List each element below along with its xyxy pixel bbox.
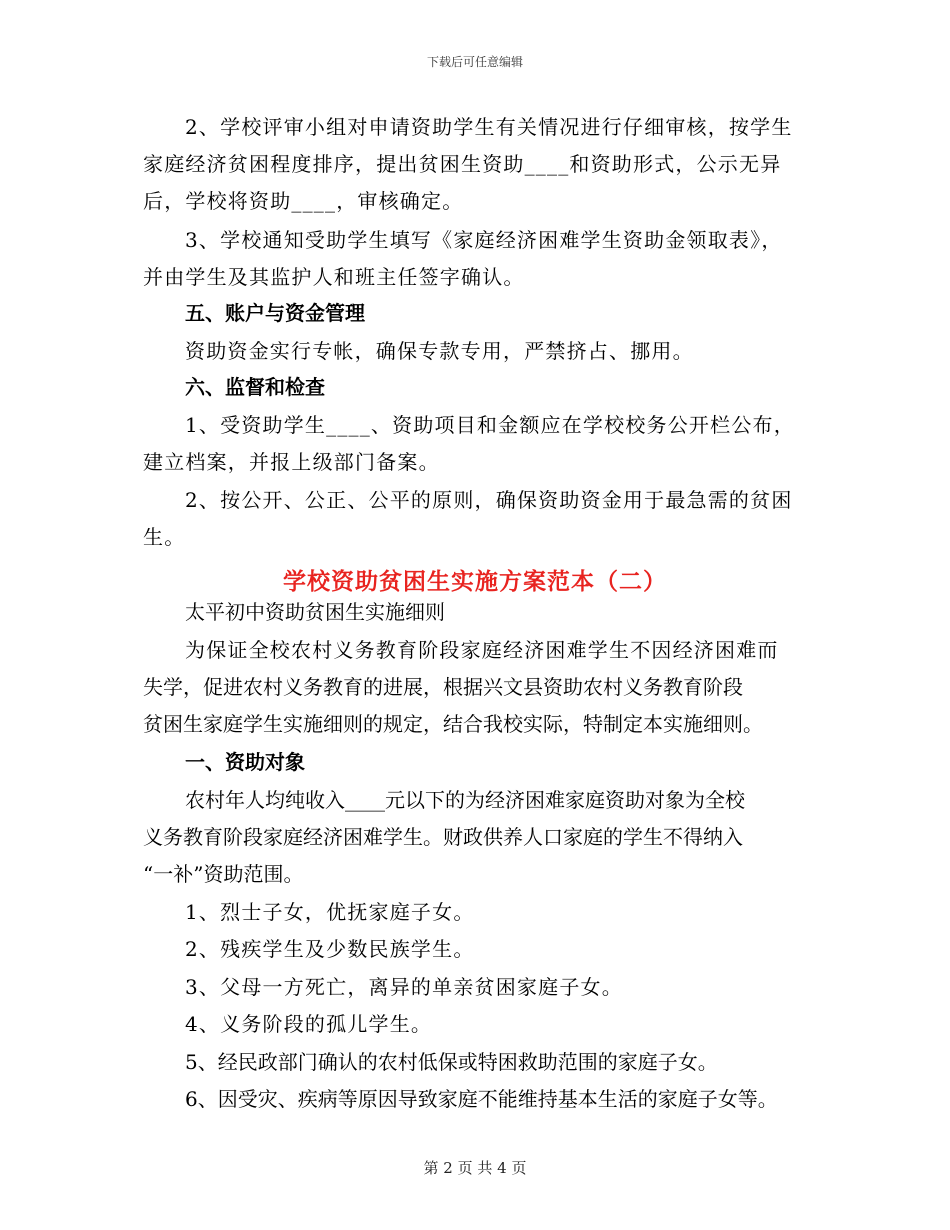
paragraph-line: 失学，促进农村义务教育的进展，根据兴文县资助农村义务教育阶段 (143, 675, 743, 699)
paragraph-line: 义务教育阶段家庭经济困难学生。财政供养人口家庭的学生不得纳入 (143, 825, 743, 849)
section-heading: 一、资助对象 (185, 750, 305, 774)
paragraph-line: 1、受资助学生____、资助项目和金额应在学校校务公开栏公布， (185, 413, 795, 437)
list-item: 3、父母一方死亡，离异的单亲贫困家庭子女。 (185, 975, 623, 999)
paragraph-line: 3、学校通知受助学生填写《家庭经济困难学生资助金领取表》， (185, 228, 783, 252)
paragraph-line: 家庭经济贫困程度排序，提出贫困生资助____和资助形式，公示无异 (143, 152, 782, 176)
list-item: 1、烈士子女，优抚家庭子女。 (185, 900, 475, 924)
paragraph-line: 为保证全校农村义务教育阶段家庭经济困难学生不因经济困难而 (185, 638, 779, 662)
paragraph-line: 后，学校将资助____，审核确定。 (143, 189, 464, 213)
page-footer: 第 2 页 共 4 页 (423, 1159, 527, 1177)
list-item: 2、残疾学生及少数民族学生。 (185, 937, 475, 961)
paragraph-line: 2、按公开、公正、公平的原则，确保资助资金用于最急需的贫困 (185, 488, 793, 512)
paragraph-line: 农村年人均纯收入____元以下的为经济困难家庭资助对象为全校 (185, 788, 745, 812)
section-heading: 五、账户与资金管理 (185, 301, 365, 325)
page-header: 下载后可任意编辑 (426, 55, 523, 69)
document-subtitle: 太平初中资助贫困生实施细则 (185, 600, 445, 624)
paragraph-line: “一补”资助范围。 (143, 862, 304, 886)
paragraph-line: 并由学生及其监护人和班主任签字确认。 (143, 265, 525, 289)
section-heading: 六、监督和检查 (185, 375, 325, 399)
paragraph-line: 贫困生家庭学生实施细则的规定，结合我校实际，特制定本实施细则。 (143, 712, 763, 736)
paragraph-line: 2、学校评审小组对申请资助学生有关情况进行仔细审核，按学生 (185, 115, 793, 139)
section-title: 学校资助贫困生实施方案范本（二） (283, 568, 667, 595)
list-item: 5、经民政部门确认的农村低保或特困救助范围的家庭子女。 (185, 1050, 718, 1074)
paragraph-line: 生。 (143, 525, 186, 549)
list-item: 6、因受灾、疾病等原因导致家庭不能维持基本生活的家庭子女等。 (185, 1087, 778, 1111)
paragraph-line: 建立档案，并报上级部门备案。 (143, 450, 440, 474)
list-item: 4、义务阶段的孤儿学生。 (185, 1012, 433, 1036)
paragraph-line: 资助资金实行专帐，确保专款专用，严禁挤占、挪用。 (185, 339, 694, 363)
